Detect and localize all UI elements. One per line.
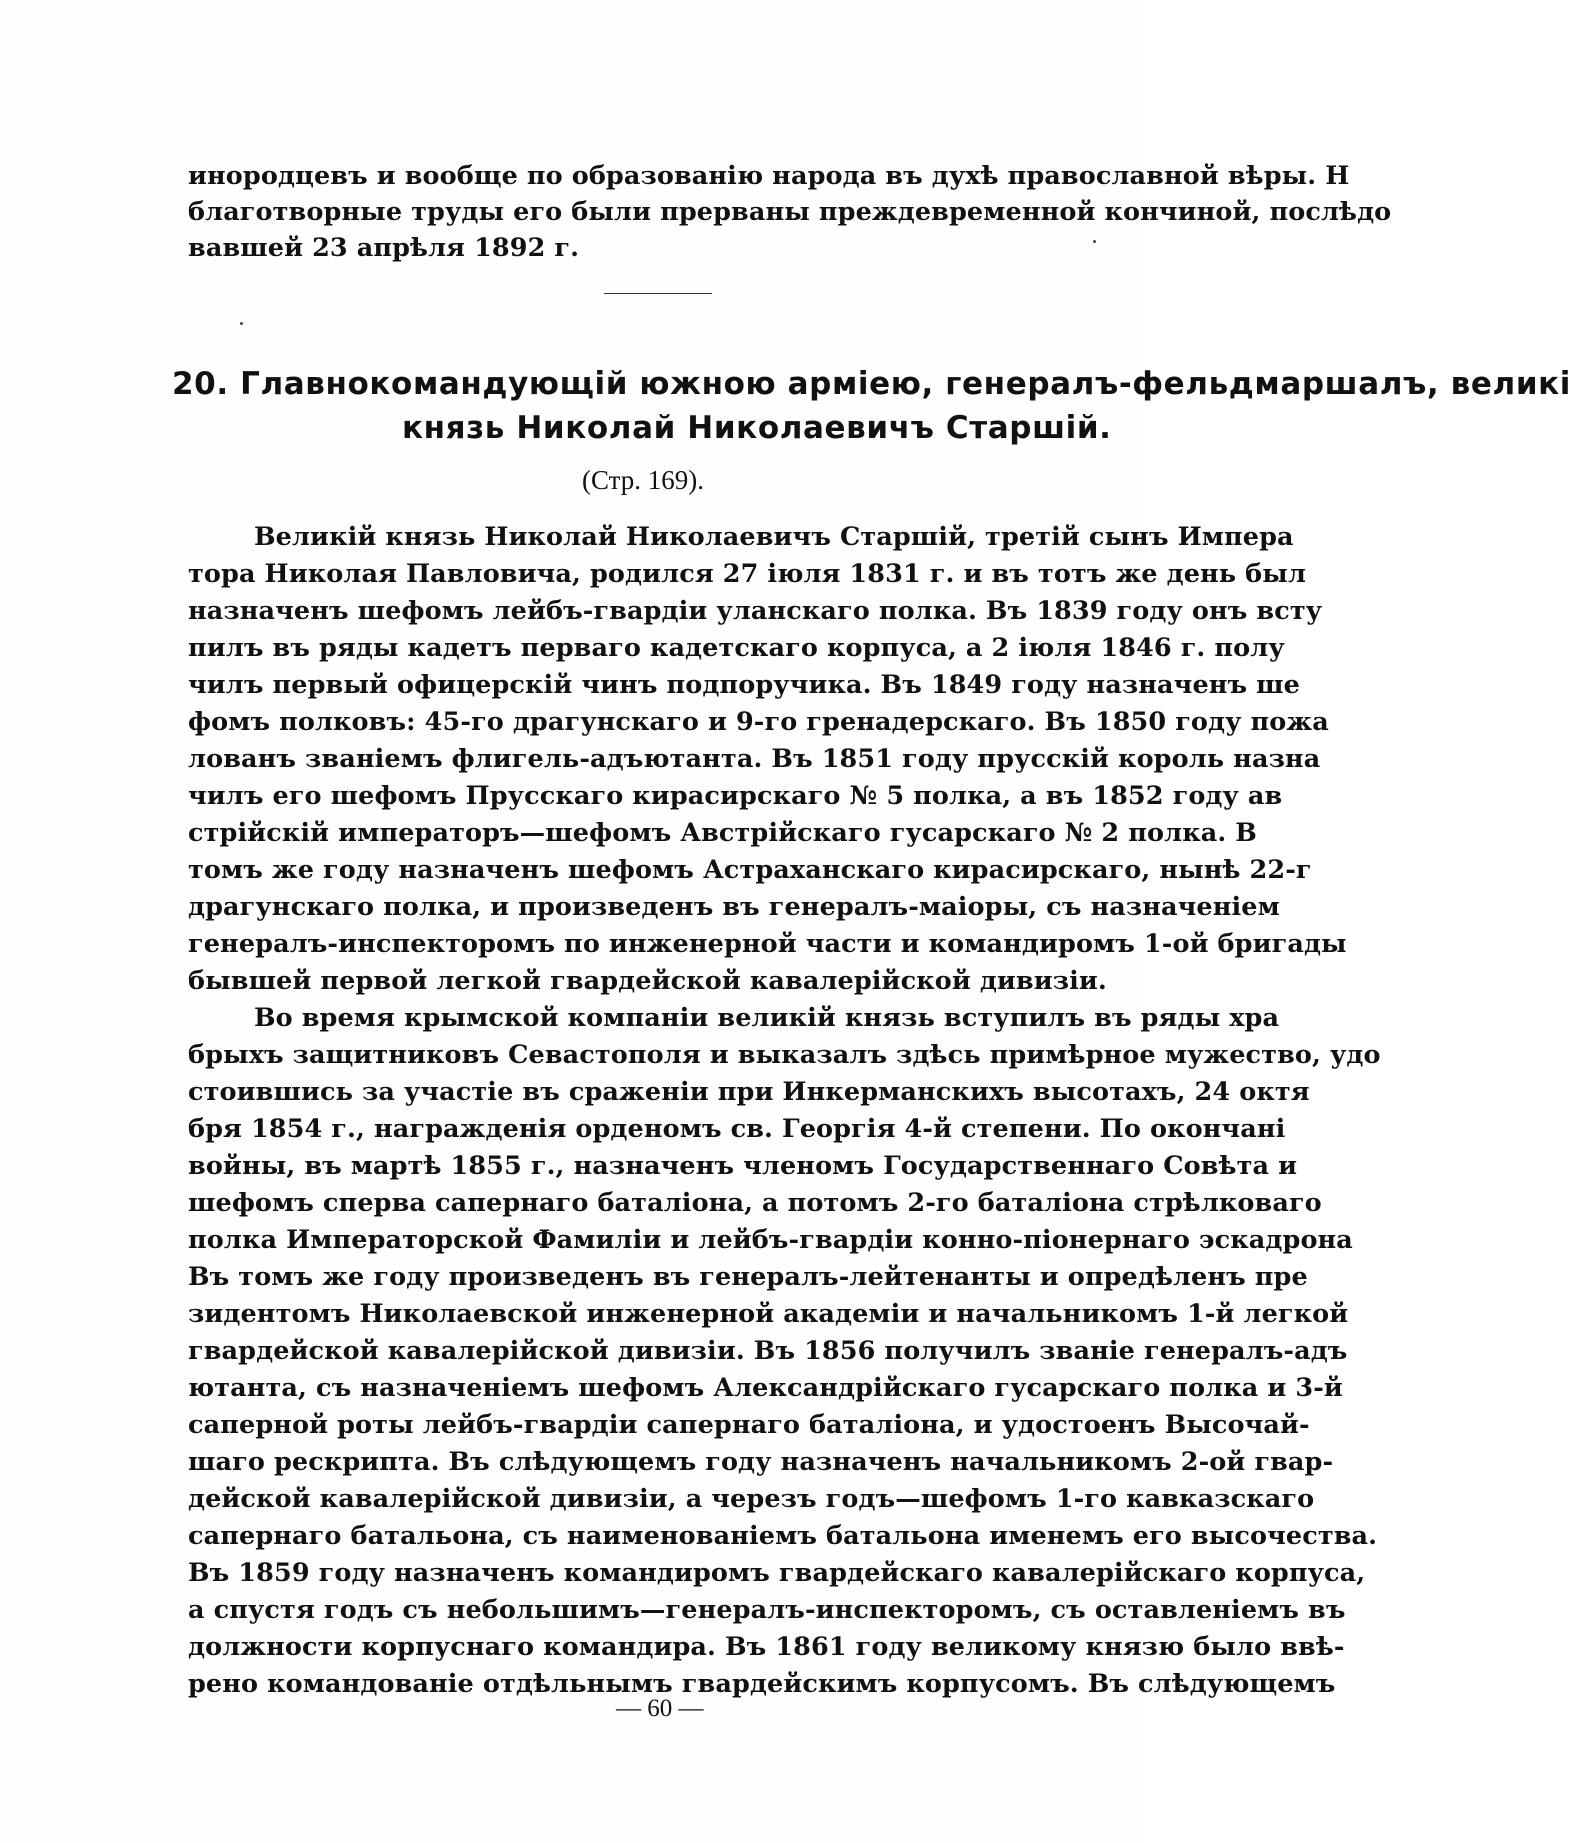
section-heading: 20. Главнокомандующій южною арміею, генералъ-фельдмаршалъ, великі (172, 366, 1571, 402)
scan-speck (1093, 240, 1096, 243)
paragraph-2-line: полка Императорской Фамиліи и лейбъ-гвардіи конно-піонернаго эскадрона (188, 1225, 1353, 1255)
paragraph-1-line: драгунскаго полка, и произведенъ въ генералъ-маіоры, съ назначеніем (188, 892, 1280, 922)
intro-line: инородцевъ и вообще по образованію народа въ духѣ православной вѣры. Н (188, 161, 1350, 191)
paragraph-2-line: рено командованіе отдѣльнымъ гвардейскимъ корпусомъ. Въ слѣдующемъ (188, 1669, 1336, 1699)
paragraph-1-line: тора Николая Павловича, родился 27 іюля 1831 г. и въ тотъ же день был (188, 559, 1307, 589)
paragraph-1-line: чилъ его шефомъ Прусскаго кирасирскаго № 5 полка, а въ 1852 году ав (188, 781, 1283, 811)
paragraph-2-line: зидентомъ Николаевской инженерной академіи и начальникомъ 1-й легкой (188, 1299, 1349, 1329)
paragraph-1-line: чилъ первый офицерскій чинъ подпоручика. Въ 1849 году назначенъ ше (188, 670, 1301, 700)
paragraph-1-line: лованъ званіемъ флигель-адъютанта. Въ 1851 году прусскій король назна (188, 744, 1321, 774)
paragraph-2-line: бря 1854 г., награжденія орденомъ св. Георгія 4-й степени. По окончані (188, 1114, 1286, 1144)
section-heading-continued: князь Николай Николаевичъ Старшій. (402, 410, 1112, 446)
paragraph-2-line: Въ томъ же году произведенъ въ генералъ-лейтенанты и опредѣленъ пре (188, 1262, 1308, 1292)
paragraph-2-line: Въ 1859 году назначенъ командиромъ гвардейскаго кавалерійскаго корпуса, (188, 1558, 1366, 1588)
paragraph-1-line: назначенъ шефомъ лейбъ-гвардіи уланскаго полка. Въ 1839 году онъ всту (188, 596, 1323, 626)
paragraph-2-line: войны, въ мартѣ 1855 г., назначенъ членомъ Государственнаго Совѣта и (188, 1151, 1298, 1181)
paragraph-2-line: гвардейской кавалерійской дивизіи. Въ 1856 получилъ званіе генералъ-адъ (188, 1336, 1348, 1366)
paragraph-2-line: брыхъ защитниковъ Севастополя и выказалъ здѣсь примѣрное мужество, удо (188, 1040, 1381, 1070)
intro-line: вавшей 23 апрѣля 1892 г. (188, 233, 580, 263)
paragraph-2-line: дейской кавалерійской дивизіи, а черезъ годъ—шефомъ 1-го кавказскаго (188, 1484, 1315, 1514)
page-number: — 60 — (616, 1695, 704, 1722)
paragraph-1-line: генералъ-инспекторомъ по инженерной части и командиромъ 1-ой бригады (188, 929, 1347, 959)
section-divider (604, 293, 712, 294)
paragraph-2-line: а спустя годъ съ небольшимъ—генералъ-инспекторомъ, съ оставленіемъ въ (188, 1595, 1346, 1625)
page-reference: (Стр. 169). (582, 465, 705, 495)
paragraph-2-line: Во время крымской компаніи великій князь вступилъ въ ряды хра (254, 1003, 1280, 1033)
paragraph-2-line: саперной роты лейбъ-гвардіи сапернаго баталіона, и удостоенъ Высочай- (188, 1410, 1310, 1440)
paragraph-2-line: стоившись за участіе въ сраженіи при Инкерманскихъ высотахъ, 24 октя (188, 1077, 1310, 1107)
scan-speck (240, 322, 243, 325)
paragraph-2-line: ютанта, съ назначеніемъ шефомъ Александрійскаго гусарскаго полка и 3-й (188, 1373, 1343, 1403)
paragraph-2-line: должности корпуснаго командира. Въ 1861 году великому князю было ввѣ- (188, 1632, 1345, 1662)
paragraph-1-line: стрійскій императоръ—шефомъ Австрійскаго гусарскаго № 2 полка. В (188, 818, 1257, 848)
intro-line: благотворные труды его были прерваны преждевременной кончиной, послѣдо (188, 197, 1392, 227)
paragraph-2-line: шаго рескрипта. Въ слѣдующемъ году назначенъ начальникомъ 2-ой гвар- (188, 1447, 1334, 1477)
paragraph-2-line: шефомъ сперва сапернаго баталіона, а потомъ 2-го баталіона стрѣлковаго (188, 1188, 1322, 1218)
paragraph-1-line: Великій князь Николай Николаевичъ Старшій, третій сынъ Импера (254, 522, 1294, 552)
paragraph-2-line: сапернаго батальона, съ наименованіемъ батальона именемъ его высочества. (188, 1521, 1378, 1551)
paragraph-1-line: пилъ въ ряды кадетъ перваго кадетскаго корпуса, а 2 іюля 1846 г. полу (188, 633, 1285, 663)
paragraph-1-line: томъ же году назначенъ шефомъ Астраханскаго кирасирскаго, нынѣ 22-г (188, 855, 1312, 885)
paragraph-1-line: бывшей первой легкой гвардейской кавалерійской дивизіи. (188, 966, 1107, 996)
paragraph-1-line: фомъ полковъ: 45-го драгунскаго и 9-го гренадерскаго. Въ 1850 году пожа (188, 707, 1329, 737)
